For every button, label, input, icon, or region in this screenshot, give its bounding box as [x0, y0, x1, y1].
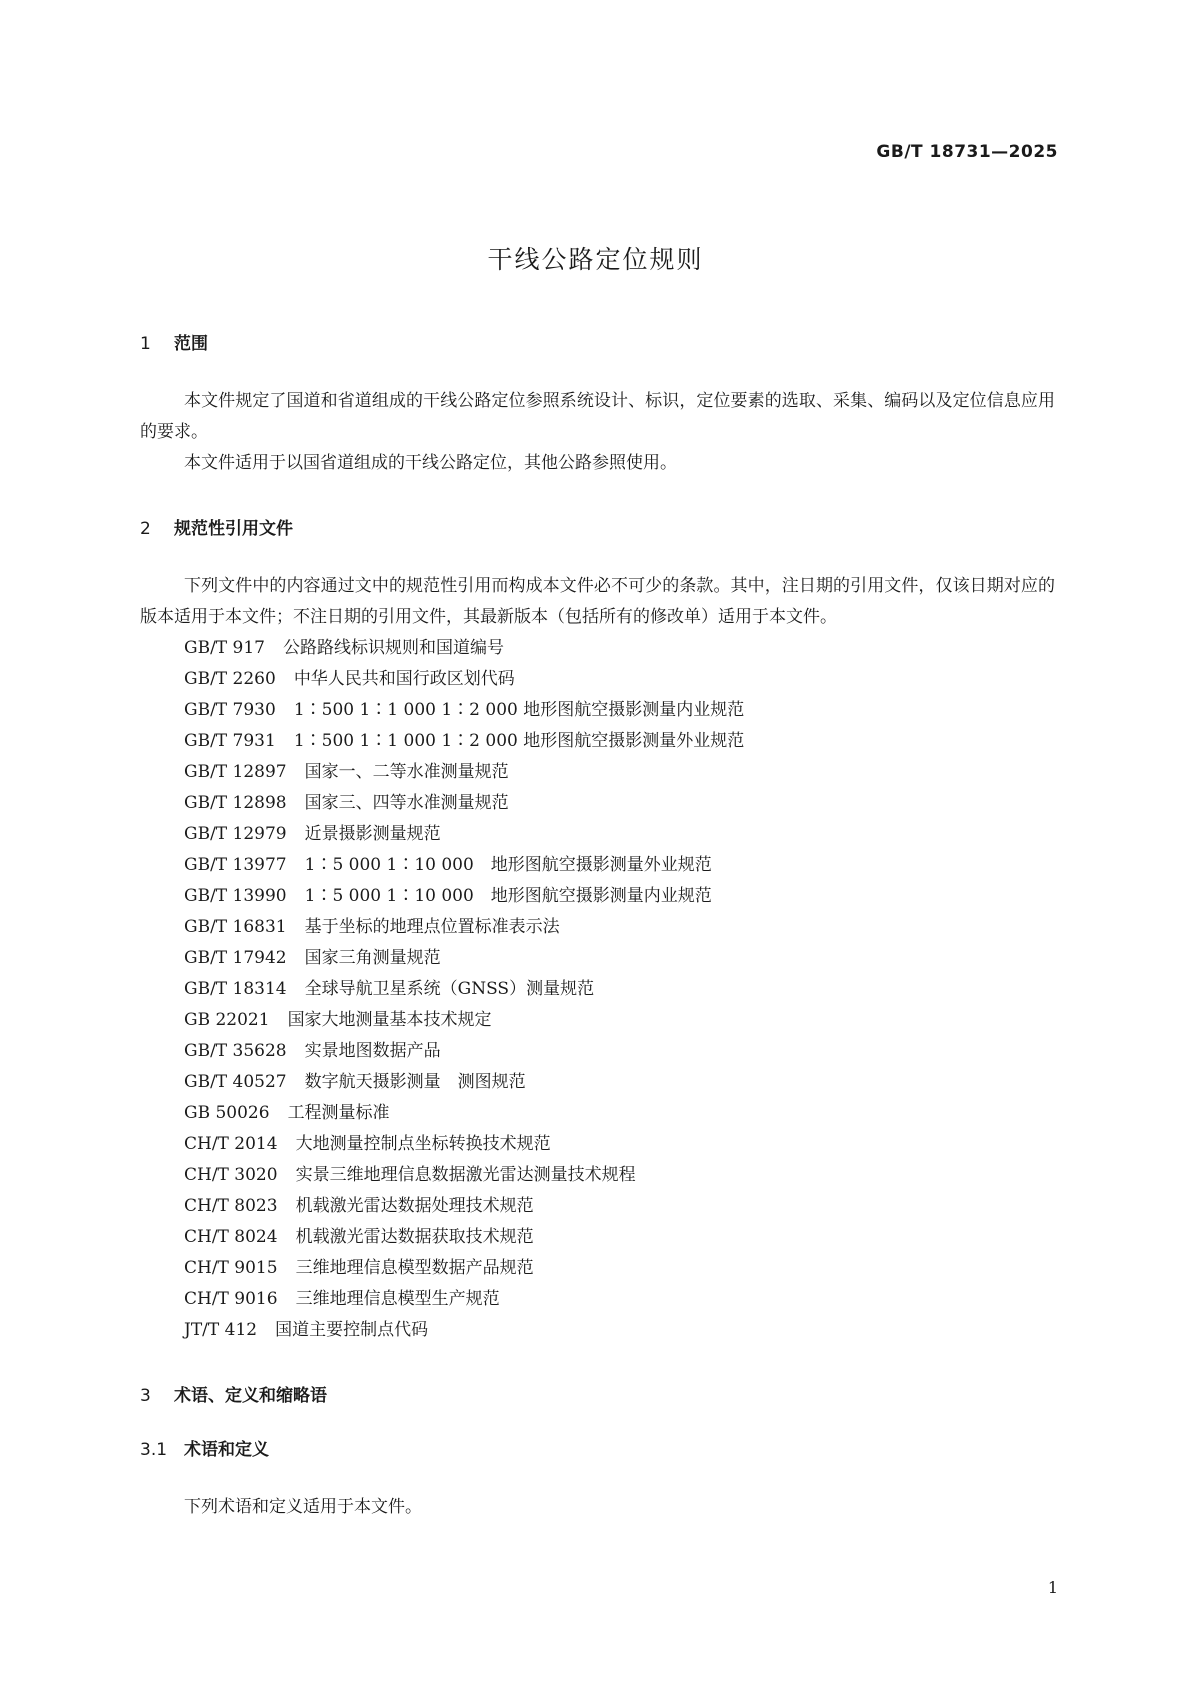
- reference-code: GB/T 12979: [184, 824, 287, 844]
- list-item: [140, 1067, 1055, 1098]
- reference-title: 基于坐标的地理点位置标准表示法: [304, 917, 560, 937]
- list-item: [140, 850, 1055, 881]
- reference-title: 三维地理信息模型生产规范: [295, 1289, 500, 1309]
- reference-code: GB/T 13977: [184, 855, 287, 875]
- reference-code: GB/T 17942: [184, 948, 287, 968]
- section-3-number: 3: [140, 1386, 151, 1406]
- reference-title: 中华人民共和国行政区划代码: [293, 669, 515, 689]
- list-item: [140, 757, 1055, 788]
- reference-title: 1∶500 1∶1 000 1∶2 000 地形图航空摄影测量外业规范: [293, 731, 745, 751]
- reference-title: 1∶500 1∶1 000 1∶2 000 地形图航空摄影测量内业规范: [293, 700, 745, 720]
- reference-code: GB/T 40527: [184, 1072, 287, 1092]
- reference-code: CH/T 8024: [184, 1227, 278, 1247]
- reference-code: GB/T 12897: [184, 762, 287, 782]
- section-3-1-title: 术语和定义: [184, 1440, 269, 1460]
- section-1-heading: [140, 332, 1055, 356]
- reference-title: 1∶5 000 1∶10 000 地形图航空摄影测量内业规范: [304, 886, 712, 906]
- reference-code: GB/T 13990: [184, 886, 287, 906]
- section-1-paragraph-1: 本文件规定了国道和省道组成的干线公路定位参照系统设计、标识，定位要素的选取、采集、编码以及定位信息应用的要求。: [140, 391, 1055, 442]
- list-item: [140, 1222, 1055, 1253]
- list-item: [140, 1098, 1055, 1129]
- page-number: 1: [1047, 1578, 1058, 1597]
- reference-code: CH/T 9016: [184, 1289, 278, 1309]
- reference-title: 工程测量标准: [287, 1103, 390, 1123]
- list-item: [140, 726, 1055, 757]
- reference-code: GB/T 35628: [184, 1041, 287, 1061]
- section-1-title: 范围: [174, 334, 208, 354]
- reference-code: GB/T 16831: [184, 917, 287, 937]
- reference-title: 实景地图数据产品: [304, 1041, 441, 1061]
- section-2-title: 规范性引用文件: [174, 519, 293, 539]
- document-body: [140, 332, 1055, 1523]
- list-item: [140, 881, 1055, 912]
- reference-code: JT/T 412: [184, 1320, 258, 1340]
- reference-code: CH/T 9015: [184, 1258, 278, 1278]
- section-2-intro: 下列文件中的内容通过文中的规范性引用而构成本文件必不可少的条款。其中，注日期的引用文件，仅该日期对应的版本适用于本文件；不注日期的引用文件，其最新版本（包括所有的修改单）适用于本文件。: [140, 576, 1055, 627]
- section-3-1-heading: [140, 1438, 1055, 1462]
- list-item: [140, 819, 1055, 850]
- section-1-number: 1: [140, 334, 151, 354]
- reference-code: GB/T 7931: [184, 731, 276, 751]
- list-item: [140, 1191, 1055, 1222]
- list-item: [140, 1160, 1055, 1191]
- section-3-1-paragraph: 下列术语和定义适用于本文件。: [184, 1497, 422, 1517]
- reference-title: 数字航天摄影测量 测图规范: [304, 1072, 526, 1092]
- standard-code: GB/T 18731—2025: [876, 142, 1058, 162]
- reference-title: 三维地理信息模型数据产品规范: [295, 1258, 534, 1278]
- reference-title: 1∶5 000 1∶10 000 地形图航空摄影测量外业规范: [304, 855, 712, 875]
- section-3-1-number: 3.1: [140, 1440, 168, 1460]
- reference-code: GB/T 7930: [184, 700, 276, 720]
- reference-title: 国家三角测量规范: [304, 948, 441, 968]
- section-3-title: 术语、定义和缩略语: [174, 1386, 327, 1406]
- list-item: [140, 664, 1055, 695]
- list-item: [140, 788, 1055, 819]
- reference-title: 近景摄影测量规范: [304, 824, 441, 844]
- reference-title: 实景三维地理信息数据激光雷达测量技术规程: [295, 1165, 636, 1185]
- list-item: [140, 974, 1055, 1005]
- list-item: [140, 912, 1055, 943]
- list-item: [140, 1005, 1055, 1036]
- reference-code: GB/T 12898: [184, 793, 287, 813]
- section-3-heading: [140, 1384, 1055, 1408]
- reference-list: [140, 633, 1055, 1346]
- reference-code: GB 22021: [184, 1010, 270, 1030]
- reference-title: 公路路线标识规则和国道编号: [283, 638, 504, 658]
- list-item: [140, 1253, 1055, 1284]
- list-item: [140, 633, 1055, 664]
- list-item: [140, 943, 1055, 974]
- section-1-paragraph-2: 本文件适用于以国省道组成的干线公路定位，其他公路参照使用。: [184, 453, 677, 473]
- reference-title: 国道主要控制点代码: [275, 1320, 429, 1340]
- list-item: [140, 1315, 1055, 1346]
- list-item: [140, 1284, 1055, 1315]
- reference-code: CH/T 8023: [184, 1196, 278, 1216]
- list-item: [140, 1036, 1055, 1067]
- reference-code: GB/T 18314: [184, 979, 287, 999]
- reference-code: CH/T 3020: [184, 1165, 278, 1185]
- reference-title: 国家大地测量基本技术规定: [287, 1010, 492, 1030]
- section-2-heading: [140, 517, 1055, 541]
- list-item: [140, 695, 1055, 726]
- section-2-number: 2: [140, 519, 151, 539]
- reference-title: 国家一、二等水准测量规范: [304, 762, 509, 782]
- reference-code: CH/T 2014: [184, 1134, 278, 1154]
- document-title: 干线公路定位规则: [487, 245, 704, 274]
- reference-title: 全球导航卫星系统（GNSS）测量规范: [304, 979, 595, 999]
- reference-title: 机载激光雷达数据处理技术规范: [295, 1196, 534, 1216]
- list-item: [140, 1129, 1055, 1160]
- reference-code: GB 50026: [184, 1103, 270, 1123]
- reference-title: 国家三、四等水准测量规范: [304, 793, 509, 813]
- reference-title: 大地测量控制点坐标转换技术规范: [295, 1134, 551, 1154]
- reference-code: GB/T 917: [184, 638, 265, 658]
- reference-code: GB/T 2260: [184, 669, 276, 689]
- reference-title: 机载激光雷达数据获取技术规范: [295, 1227, 534, 1247]
